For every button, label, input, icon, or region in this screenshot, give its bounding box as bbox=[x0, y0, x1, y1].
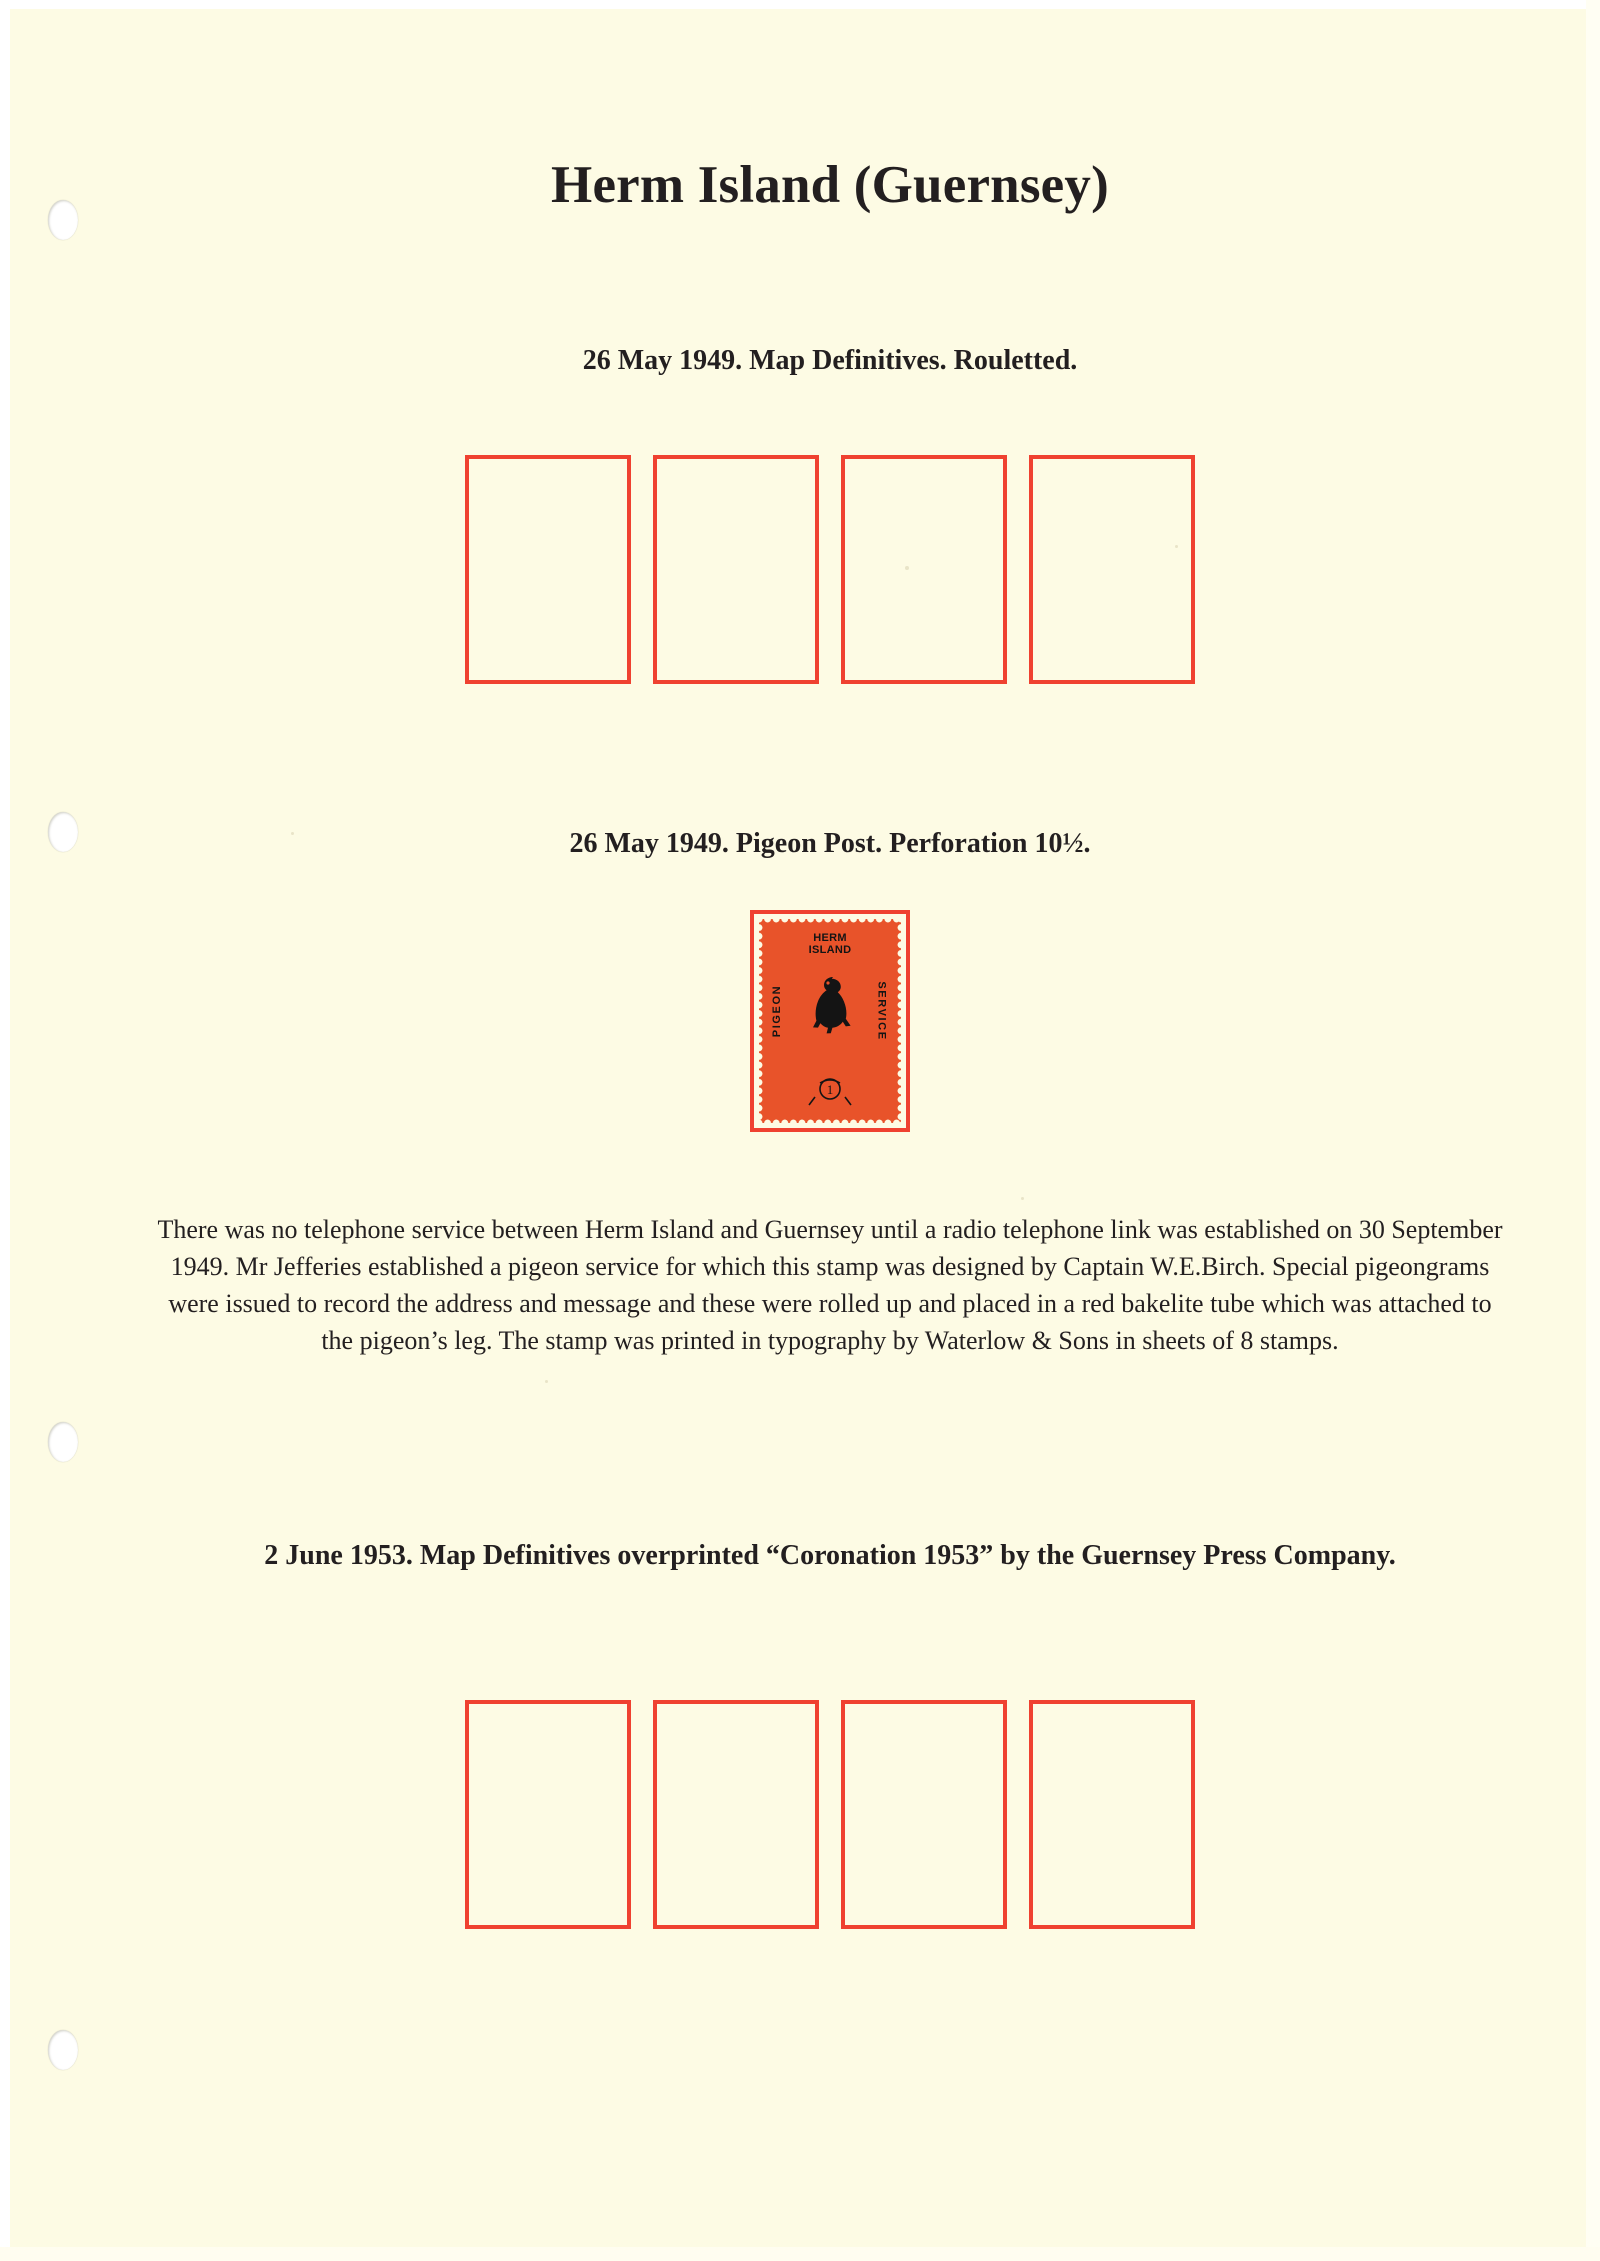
stamp-right-label: SERVICE bbox=[875, 981, 888, 1041]
perforation-edge-top bbox=[759, 919, 901, 923]
perforation-edge-right bbox=[897, 919, 901, 1123]
stamp-mount[interactable] bbox=[653, 455, 819, 684]
section-heading-3: 2 June 1953. Map Definitives overprinted “Coronation 1953” by the Guernsey Press Company. bbox=[264, 1540, 1396, 1571]
section-heading-2: 26 May 1949. Pigeon Post. Perforation 10½. bbox=[569, 828, 1091, 859]
binder-punch-hole bbox=[48, 1422, 78, 1462]
stamp-title-line2: ISLAND bbox=[808, 943, 852, 956]
stamp-mount[interactable] bbox=[1029, 455, 1195, 684]
stamp-mount[interactable] bbox=[1029, 1700, 1195, 1929]
stamp-mount[interactable] bbox=[653, 1700, 819, 1929]
pigeon-post-stamp bbox=[759, 919, 901, 1123]
stamp-value-ornament bbox=[807, 1073, 853, 1107]
section-heading-1: 26 May 1949. Map Definitives. Rouletted. bbox=[582, 345, 1078, 376]
binder-punch-hole bbox=[48, 812, 78, 852]
stamp-mount[interactable] bbox=[465, 455, 631, 684]
svg-text:1: 1 bbox=[826, 1082, 834, 1097]
page-title: Herm Island (Guernsey) bbox=[551, 156, 1109, 214]
scan-edge-right bbox=[1586, 0, 1600, 2261]
section-body-text: There was no telephone service between Herm Island and Guernsey until a radio telephone link was established on 30 September 1949. Mr Jefferies established a pigeon service for which this stamp was designed by Captain W.E.Birch. Special pigeongrams were issued to record the address and message and these were rolled up and placed in a red bakelite tube which was attached to the pigeon’s leg. The stamp was printed in typography by Waterlow & Sons in sheets of 8 stamps. bbox=[157, 1215, 1503, 1355]
stamp-mount[interactable] bbox=[465, 1700, 631, 1929]
stamp-mount[interactable] bbox=[841, 1700, 1007, 1929]
scan-edge-left bbox=[0, 0, 10, 2261]
pigeon-stamp-row bbox=[130, 910, 1530, 1132]
stamp-mount[interactable] bbox=[841, 455, 1007, 684]
stamp-mount[interactable] bbox=[750, 910, 910, 1132]
stamp-mount-row-2 bbox=[130, 1700, 1530, 1929]
stamp-left-label: PIGEON bbox=[771, 984, 784, 1038]
pigeon-icon bbox=[799, 969, 861, 1047]
stamp-country-label bbox=[809, 933, 852, 957]
binder-punch-hole bbox=[48, 2030, 78, 2070]
stamp-mount-row-1 bbox=[130, 455, 1530, 684]
perforation-edge-left bbox=[759, 919, 763, 1123]
perforation-edge-bottom bbox=[759, 1119, 901, 1123]
stamp-title-line1: HERM bbox=[813, 932, 847, 944]
binder-punch-hole bbox=[48, 200, 78, 240]
